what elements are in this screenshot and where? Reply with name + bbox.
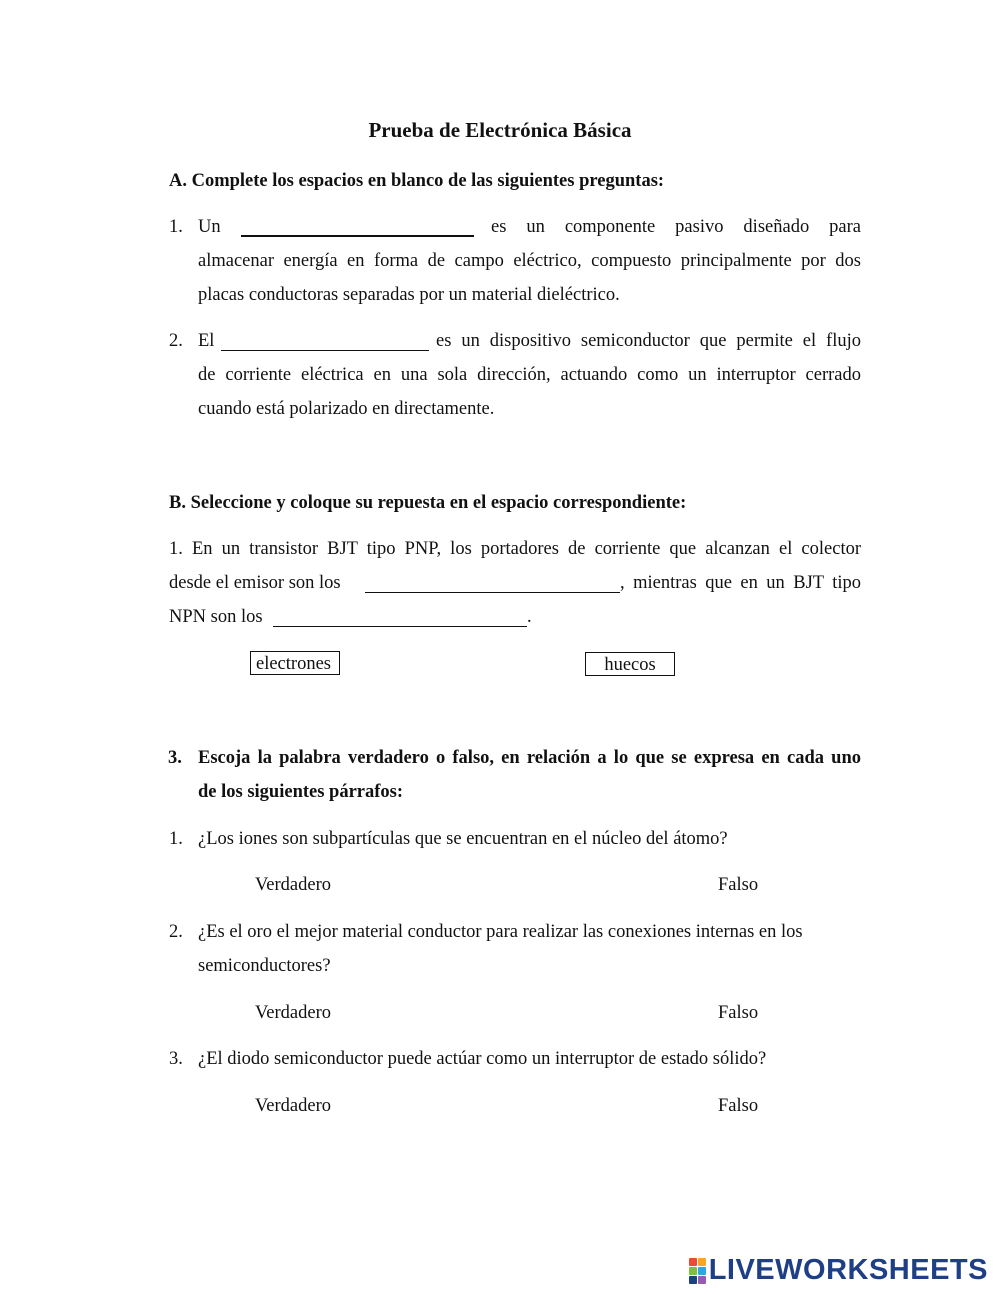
section-3-heading-line1: Escoja la palabra verdadero o falso, en relación a lo que se expresa en cada uno [198, 748, 861, 768]
tf-question-3-text: ¿El diodo semiconductor puede actúar como un interruptor de estado sólido? [198, 1049, 767, 1069]
tf-question-2-number: 2. [169, 922, 183, 942]
question-b1-line3-before: NPN son los [169, 607, 263, 627]
tf-question-1-number: 1. [169, 829, 183, 849]
tf-question-1-true-option[interactable]: Verdadero [255, 875, 332, 895]
question-a2-text-before: El [198, 331, 215, 351]
question-a2-number: 2. [169, 331, 183, 351]
section-3-heading-line2: de los siguientes párrafos: [198, 782, 404, 802]
question-a2-line2: de corriente eléctrica en una sola dirección, actuando como un interruptor cerrado [198, 365, 861, 385]
question-a1-number: 1. [169, 217, 183, 237]
tf-question-2-text: ¿Es el oro el mejor material conductor para realizar las conexiones internas en los [198, 922, 803, 942]
tf-question-3-number: 3. [169, 1049, 183, 1069]
question-b1-line1: 1. En un transistor BJT tipo PNP, los portadores de corriente que alcanzan el colector [169, 539, 861, 559]
question-a2-line3: cuando está polarizado en directamente. [198, 399, 495, 419]
question-a1-line2: almacenar energía en forma de campo eléctrico, compuesto principalmente por dos [198, 251, 861, 271]
question-b1-pnp-answer-blank[interactable] [365, 578, 620, 593]
section-b-heading: B. Seleccione y coloque su repuesta en el espacio correspondiente: [169, 493, 687, 513]
question-b1-line2-before: desde el emisor son los [169, 573, 341, 593]
liveworksheets-logo-icon [689, 1258, 706, 1284]
question-a2-answer-blank[interactable] [221, 336, 429, 351]
option-electrones[interactable]: electrones [250, 651, 340, 675]
question-a1-text-before: Un [198, 217, 221, 237]
tf-question-3-true-option[interactable]: Verdadero [255, 1096, 332, 1116]
section-3-number: 3. [168, 748, 182, 768]
question-a1-answer-blank[interactable] [241, 221, 474, 237]
tf-question-1-false-option[interactable]: Falso [718, 875, 759, 895]
question-a1-text-after: es un componente pasivo diseñado para [491, 217, 861, 237]
section-a-heading: A. Complete los espacios en blanco de las siguientes preguntas: [169, 171, 665, 191]
liveworksheets-logo-text: LIVEWORKSHEETS [708, 1254, 988, 1286]
tf-question-2-true-option[interactable]: Verdadero [255, 1003, 332, 1023]
tf-question-2-text-line2: semiconductores? [198, 956, 331, 976]
question-b1-npn-answer-blank[interactable] [273, 612, 527, 627]
question-b1-line3-after: . [527, 607, 532, 627]
liveworksheets-logo [689, 1254, 988, 1287]
question-a1-line3: placas conductoras separadas por un material dieléctrico. [198, 285, 620, 305]
question-a2-text-after: es un dispositivo semiconductor que permite el flujo [436, 331, 861, 351]
option-huecos[interactable]: huecos [585, 652, 675, 676]
tf-question-3-false-option[interactable]: Falso [718, 1096, 759, 1116]
question-b1-line2-after: , mientras que en un BJT tipo [620, 573, 861, 593]
tf-question-2-false-option[interactable]: Falso [718, 1003, 759, 1023]
tf-question-1-text: ¿Los iones son subpartículas que se encuentran en el núcleo del átomo? [198, 829, 728, 849]
page-title: Prueba de Electrónica Básica [368, 118, 632, 142]
